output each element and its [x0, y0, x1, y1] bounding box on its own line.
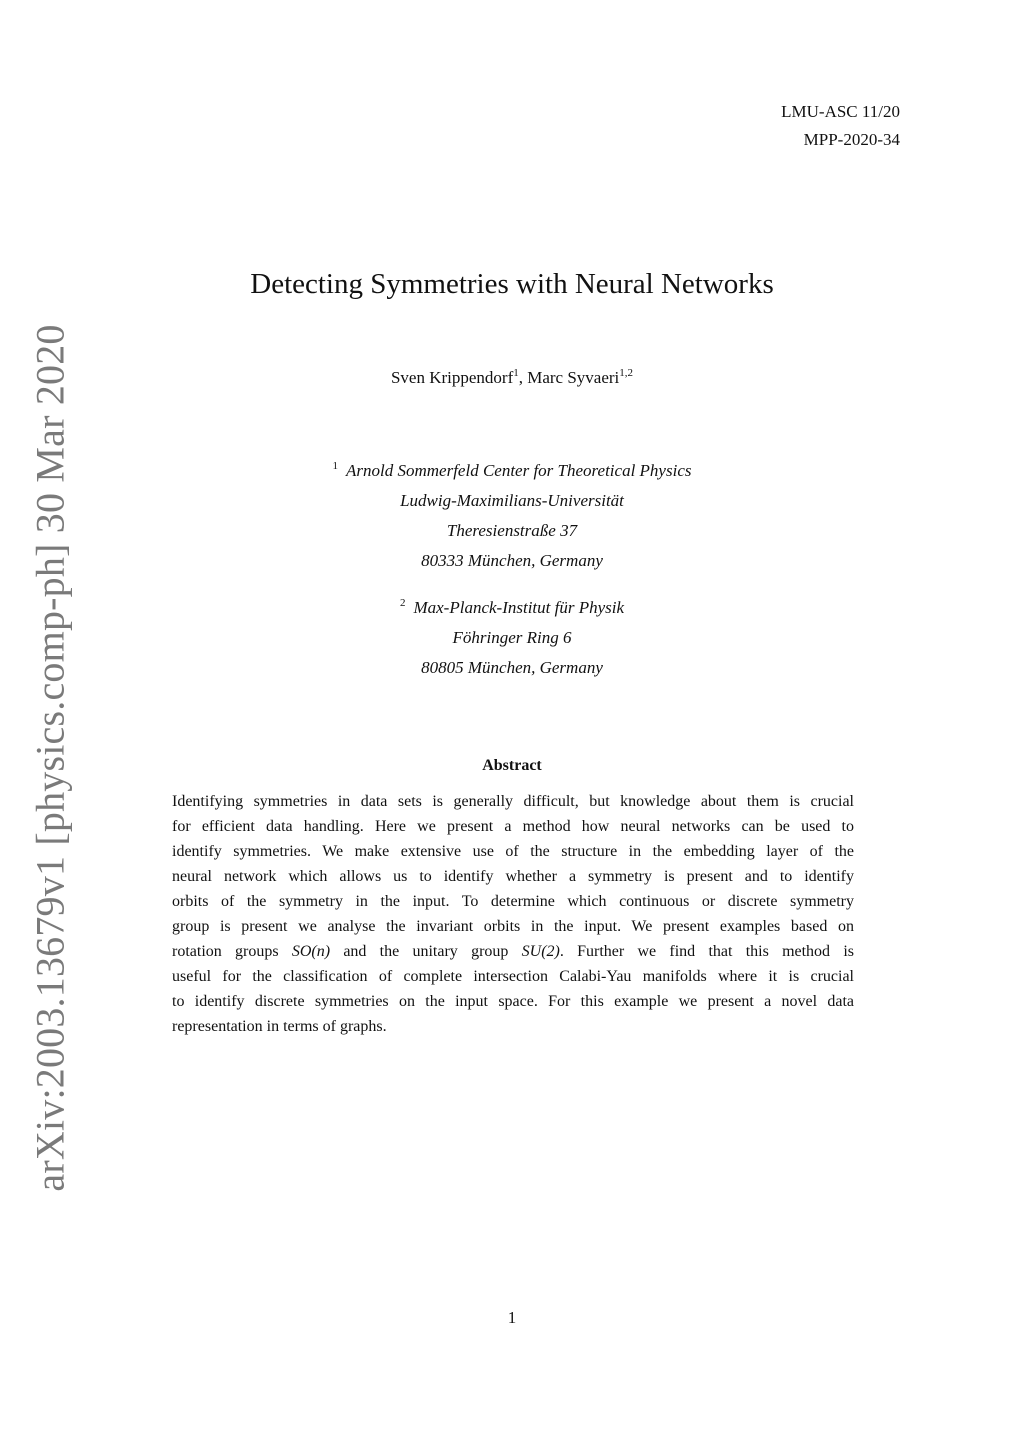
arxiv-identifier-stamp: arXiv:2003.13679v1 [physics.comp-ph] 30 Mar 2020	[27, 324, 73, 1192]
affiliation-line: 80333 München, Germany	[421, 551, 603, 570]
affiliation-mark: 2	[399, 597, 406, 609]
abstract-line: identify symmetries. We make extensive use of the structure in the embedding layer of the	[172, 843, 854, 860]
abstract-line: for efficient data handling. Here we present a method how neural networks can be used to	[172, 818, 854, 835]
author-name: Marc Syvaeri	[527, 368, 620, 387]
author-affiliation-mark: 1,2	[619, 367, 634, 379]
abstract-line: useful for the classification of complete intersection Calabi-Yau manifolds where it is crucial	[172, 968, 854, 985]
abstract-line: orbits of the symmetry in the input. To determine which continuous or discrete symmetry	[172, 893, 854, 910]
affiliation-line: Theresienstraße 37	[446, 521, 578, 540]
math-su-2: SU(2)	[521, 943, 560, 960]
math-so-n: SO(n)	[291, 943, 331, 960]
abstract-line: neural network which allows us to identify whether a symmetry is present and to identify	[172, 868, 854, 885]
paper-title: Detecting Symmetries with Neural Networks	[250, 268, 774, 300]
abstract-line: to identify discrete symmetries on the input space. For this example we present a novel data	[172, 993, 854, 1010]
affiliation-line: Arnold Sommerfeld Center for Theoretical Physics	[346, 461, 692, 480]
author-list	[0, 368, 1024, 388]
author-separator: ,	[518, 368, 528, 387]
affiliation-mark: 1	[332, 460, 339, 472]
report-numbers	[781, 98, 900, 154]
abstract-body	[172, 789, 854, 1039]
affiliation-line: 80805 München, Germany	[421, 658, 603, 677]
affiliation-line: Ludwig-Maximilians-Universität	[400, 491, 624, 510]
affiliation-2	[0, 588, 1024, 683]
abstract-text: and the unitary group	[330, 943, 522, 960]
abstract-text: rotation groups	[172, 943, 292, 960]
report-number-lmu: LMU-ASC 11/20	[781, 102, 900, 121]
abstract-line	[172, 939, 854, 964]
author-name: Sven Krippendorf	[390, 368, 514, 387]
report-number-mpp: MPP-2020-34	[803, 130, 900, 149]
author-affiliation-mark: 1	[513, 367, 519, 379]
page-number: 1	[507, 1308, 517, 1327]
abstract-text: . Further we find that this method is	[559, 943, 854, 960]
abstract-line: representation in terms of graphs.	[172, 1018, 387, 1035]
abstract-heading: Abstract	[482, 757, 542, 774]
abstract-line: group is present we analyse the invariant orbits in the input. We present examples based on	[172, 918, 854, 935]
affiliation-1	[0, 451, 1024, 576]
affiliation-line: Max-Planck-Institut für Physik	[413, 598, 625, 617]
affiliation-line: Föhringer Ring 6	[452, 628, 572, 647]
abstract-line: Identifying symmetries in data sets is generally difficult, but knowledge about them is crucial	[172, 793, 854, 810]
